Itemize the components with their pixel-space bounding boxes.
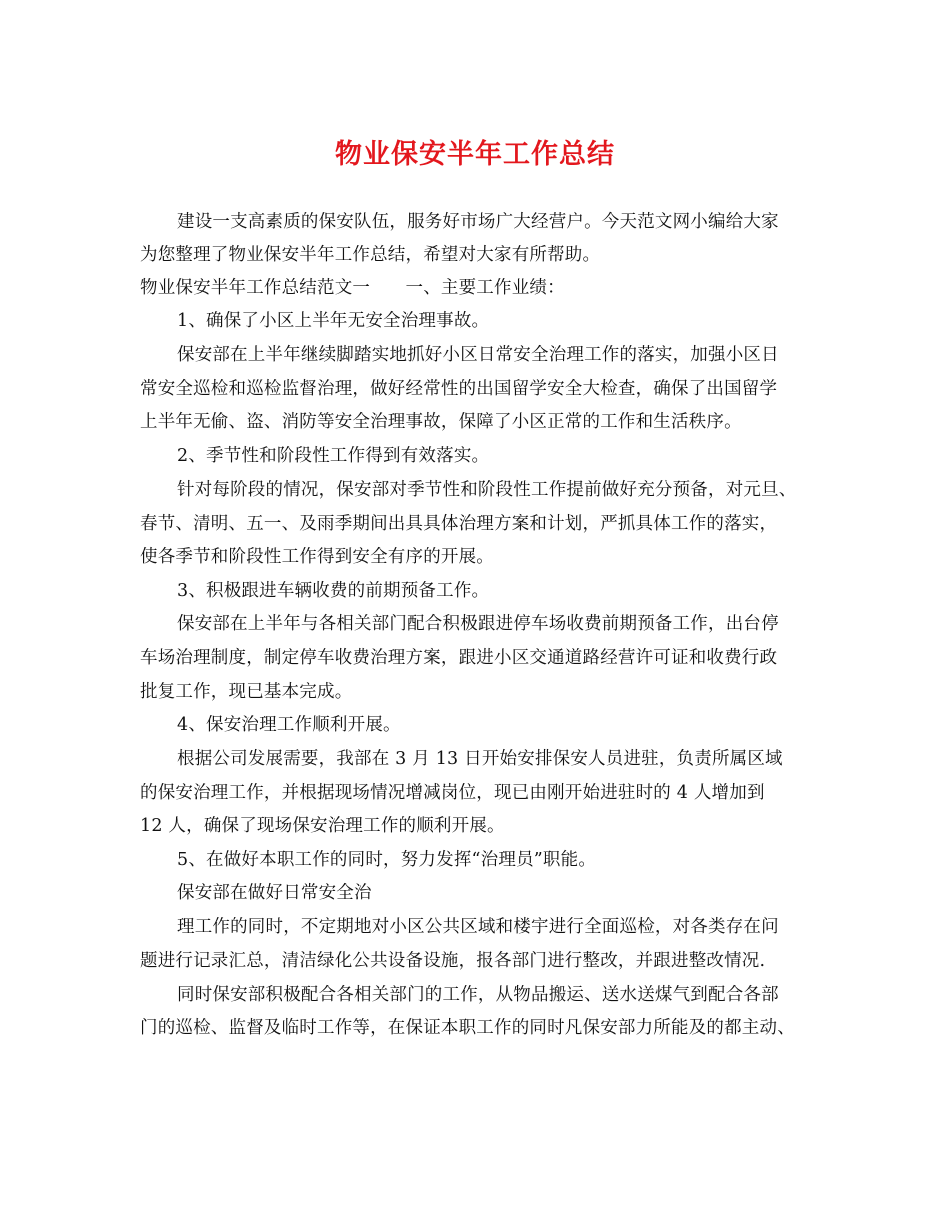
paragraph-line: 批复工作，现已基本完成。 [140,682,353,702]
paragraph-line: 建设一支高素质的保安队伍，服务好市场广大经营户。今天范文网小编给大家 [177,212,779,232]
paragraph-line: 春节、清明、五一、及雨季期间出具具体治理方案和计划，严抓具体工作的落实， [140,514,778,534]
paragraph-line: 的保安治理工作，并根据现场情况增减岗位，现已由刚开始进驻时的 4 人增加到 [140,783,765,803]
paragraph-line: 门的巡检、监督及临时工作等，在保证本职工作的同时凡保安部力所能及的都主动、 [140,1018,795,1038]
paragraph-line: 针对每阶段的情况，保安部对季节性和阶段性工作提前做好充分预备，对元旦、 [177,480,797,500]
paragraph-line: 车场治理制度，制定停车收费治理方案，跟进小区交通道路经营许可证和收费行政 [140,648,778,668]
paragraph-line: 上半年无偷、盗、消防等安全治理事故，保障了小区正常的工作和生活秩序。 [140,412,742,432]
paragraph-line: 物业保安半年工作总结范文一 一、主要工作业绩： [140,278,565,298]
paragraph-line: 保安部在上半年继续脚踏实地抓好小区日常安全治理工作的落实，加强小区日 [177,345,779,365]
paragraph-line: 理工作的同时，不定期地对小区公共区域和楼宇进行全面巡检，对各类存在问 [177,917,779,937]
paragraph-line: 保安部在做好日常安全治 [177,883,372,903]
paragraph-line: 3、积极跟进车辆收费的前期预备工作。 [177,581,490,601]
paragraph-line: 同时保安部积极配合各相关部门的工作，从物品搬运、送水送煤气到配合各部 [177,985,779,1005]
paragraph-line: 2、季节性和阶段性工作得到有效落实。 [177,446,490,466]
paragraph-line: 5、在做好本职工作的同时，努力发挥“治理员”职能。 [177,850,597,870]
paragraph-line: 12 人，确保了现场保安治理工作的顺利开展。 [140,816,505,836]
paragraph-line: 为您整理了物业保安半年工作总结，希望对大家有所帮助。 [140,245,601,265]
paragraph-line: 根据公司发展需要，我部在 3 月 13 日开始安排保安人员进驻，负责所属区域 [177,749,783,769]
paragraph-line: 使各季节和阶段性工作得到安全有序的开展。 [140,547,494,567]
paragraph-line: 题进行记录汇总，清洁绿化公共设备设施，报各部门进行整改，并跟进整改情况. [140,951,766,971]
document-title: 物业保安半年工作总结 [335,139,615,170]
paragraph-line: 4、保安治理工作顺利开展。 [177,715,401,735]
paragraph-line: 1、确保了小区上半年无安全治理事故。 [177,311,490,331]
paragraph-line: 常安全巡检和巡检监督治理，做好经常性的出国留学安全大检查，确保了出国留学 [140,379,778,399]
paragraph-line: 保安部在上半年与各相关部门配合积极跟进停车场收费前期预备工作，出台停 [177,614,779,634]
